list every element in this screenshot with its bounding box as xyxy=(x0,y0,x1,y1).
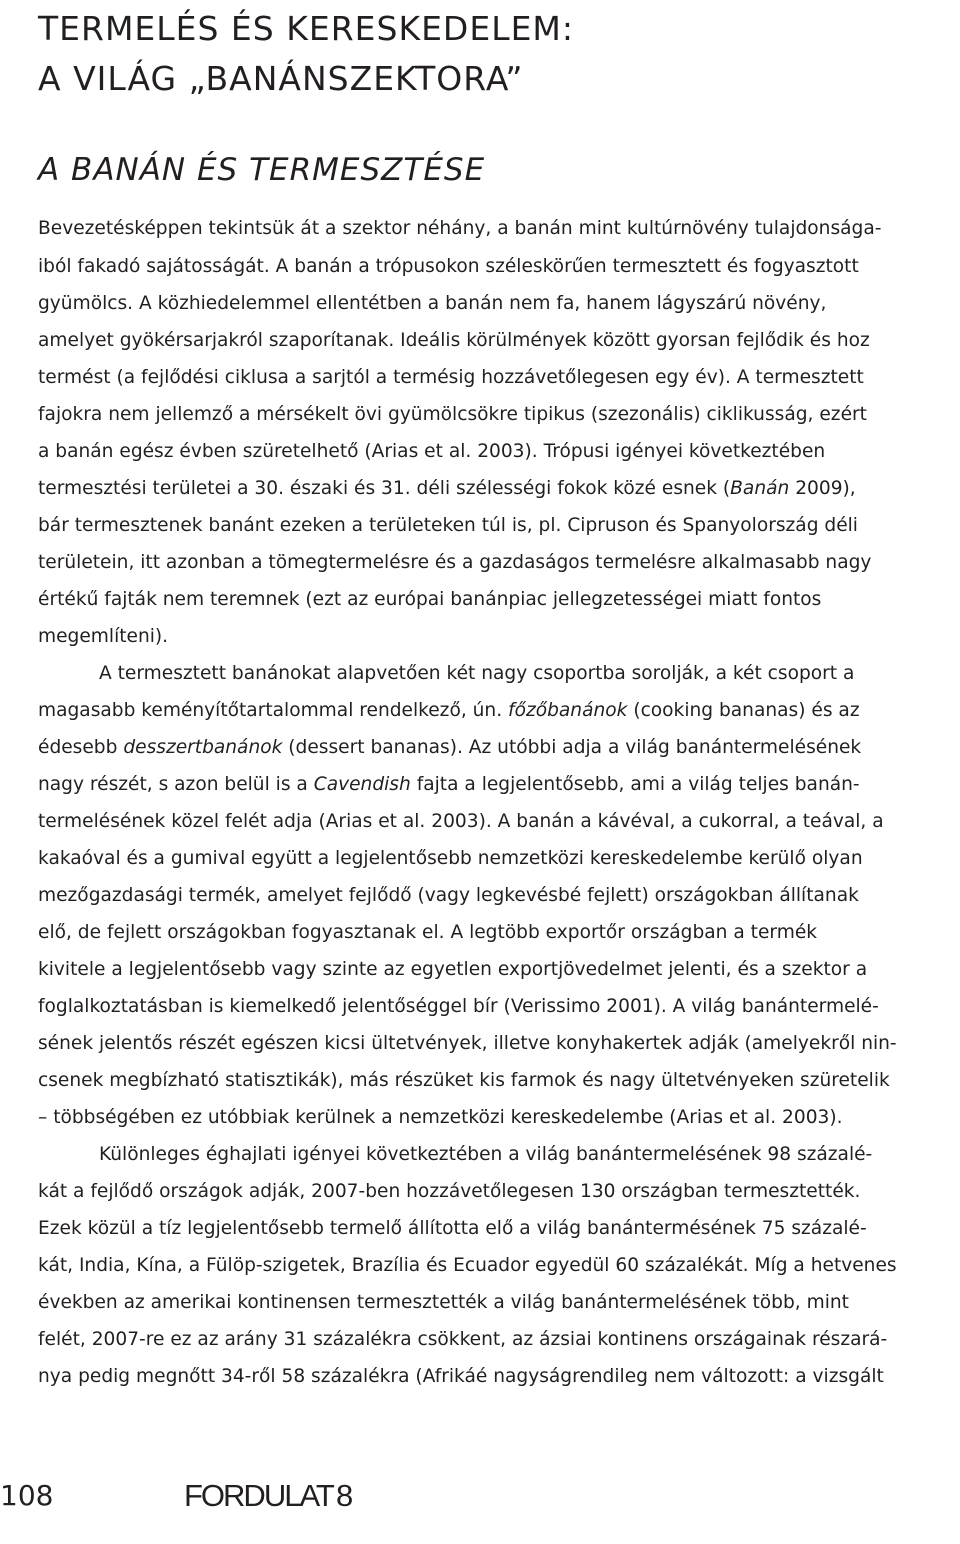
text-line: kakaóval és a gumival együtt a legjelentősebb nemzetközi kereskedelembe kerülő olyan xyxy=(38,848,863,869)
body-text xyxy=(38,210,958,1395)
text-run: (cooking bananas) és az xyxy=(627,700,860,721)
text-line: elő, de fejlett országokban fogyasztanak el. A legtöbb exportőr országban a termék xyxy=(38,922,818,943)
chapter-title-line-1: TERMELÉS ÉS KERESKEDELEM: xyxy=(38,9,575,48)
italic-run: Banán xyxy=(730,478,790,499)
text-line: fajokra nem jellemző a mérsékelt övi gyümölcsökre tipikus (szezonális) ciklikusság, ezért xyxy=(38,404,867,425)
text-line xyxy=(38,692,958,729)
text-line: gyümölcs. A közhiedelemmel ellentétben a banán nem fa, hanem lágyszárú növény, xyxy=(38,293,827,314)
journal-name: FORDULAT xyxy=(184,1478,333,1513)
chapter-title-line-2: A VILÁG „BANÁNSZEKTORA” xyxy=(38,59,524,98)
text-line: felét, 2007-re ez az arány 31 százalékra csökkent, az ázsiai kontinens országainak részará- xyxy=(38,1329,888,1350)
text-line: években az amerikai kontinensen termesztették a világ banántermelésének több, mint xyxy=(38,1292,849,1313)
text-run: nagy részét, s azon belül is a xyxy=(38,774,314,795)
text-run: fajta a legjelentősebb, ami a világ teljes banán- xyxy=(410,774,860,795)
text-line: a banán egész évben szüretelhető (Arias et al. 2003). Trópusi igényei következtében xyxy=(38,441,826,462)
text-line: csenek megbízható statisztikák), más részüket kis farmok és nagy ültetvényeken szüretelik xyxy=(38,1070,890,1091)
text-line: mezőgazdasági termék, amelyet fejlődő (vagy legkevésbé fejlett) országokban állítanak xyxy=(38,885,859,906)
text-line: Különleges éghajlati igényei következtében a világ banántermelésének 98 százalé- xyxy=(99,1144,873,1165)
text-line: kivitele a legjelentősebb vagy szinte az egyetlen exportjövedelmet jelenti, és a szektor a xyxy=(38,959,868,980)
text-run: termesztési területei a 30. északi és 31. déli szélességi fokok közé esnek ( xyxy=(38,478,731,499)
text-line: bár termesztenek banánt ezeken a területeken túl is, pl. Cipruson és Spanyolország déli xyxy=(38,515,858,536)
text-line: nya pedig megnőtt 34-ről 58 százalékra (Afrikáé nagyságrendileg nem változott: a vizsgált xyxy=(38,1366,884,1387)
text-line: termelésének közel felét adja (Arias et al. 2003). A banán a kávéval, a cukorral, a teával, a xyxy=(38,811,884,832)
text-line: Bevezetésképpen tekintsük át a szektor néhány, a banán mint kultúrnövény tulajdonsága- xyxy=(38,218,882,239)
page-number: 108 xyxy=(0,1479,54,1512)
text-line: kát a fejlődő országok adják, 2007-ben hozzávetőlegesen 130 országban termesztették. xyxy=(38,1181,861,1202)
text-line: megemlíteni). xyxy=(38,626,169,647)
italic-run: desszertbanánok xyxy=(123,737,283,758)
text-line: termést (a fejlődési ciklusa a sarjtól a termésig hozzávetőlegesen egy év). A termesztett xyxy=(38,367,864,388)
text-line: amelyet gyökérsarjakról szaporítanak. Ideális körülmények között gyorsan fejlődik és hoz xyxy=(38,330,870,351)
text-run: (dessert bananas). Az utóbbi adja a világ banántermelésének xyxy=(282,737,862,758)
italic-run: Cavendish xyxy=(313,774,411,795)
text-line xyxy=(38,766,958,803)
text-run: magasabb keményítőtartalommal rendelkező, ún. xyxy=(38,700,509,721)
text-line: – többségében ez utóbbiak kerülnek a nemzetközi kereskedelembe (Arias et al. 2003). xyxy=(38,1107,843,1128)
text-line: A termesztett banánokat alapvetően két nagy csoportba sorolják, a két csoport a xyxy=(99,663,855,684)
italic-run: főzőbanánok xyxy=(508,700,628,721)
issue-number: 8 xyxy=(336,1478,354,1513)
text-line: sének jelentős részét egészen kicsi ültetvények, illetve konyhakertek adják (amelyekről nin- xyxy=(38,1033,897,1054)
text-line xyxy=(38,729,958,766)
section-heading: A BANÁN ÉS TERMESZTÉSE xyxy=(38,152,486,188)
text-run: édesebb xyxy=(38,737,124,758)
text-line: területein, itt azonban a tömegtermelésre és a gazdaságos termelésre alkalmasabb nagy xyxy=(38,552,872,573)
text-line: iból fakadó sajátosságát. A banán a trópusokon széleskörűen termesztett és fogyasztott xyxy=(38,256,859,277)
chapter-title xyxy=(38,4,574,104)
text-line: foglalkoztatásban is kiemelkedő jelentőséggel bír (Verissimo 2001). A világ banántermelé- xyxy=(38,996,879,1017)
text-run: 2009), xyxy=(789,478,856,499)
text-line xyxy=(38,470,958,507)
text-line: Ezek közül a tíz legjelentősebb termelő állította elő a világ banántermésének 75 százalé- xyxy=(38,1218,867,1239)
text-line: értékű fajták nem teremnek (ezt az európai banánpiac jellegzetességei miatt fontos xyxy=(38,589,822,610)
text-line: kát, India, Kína, a Fülöp-szigetek, Brazília és Ecuador egyedül 60 százalékát. Míg a hetvenes xyxy=(38,1255,897,1276)
